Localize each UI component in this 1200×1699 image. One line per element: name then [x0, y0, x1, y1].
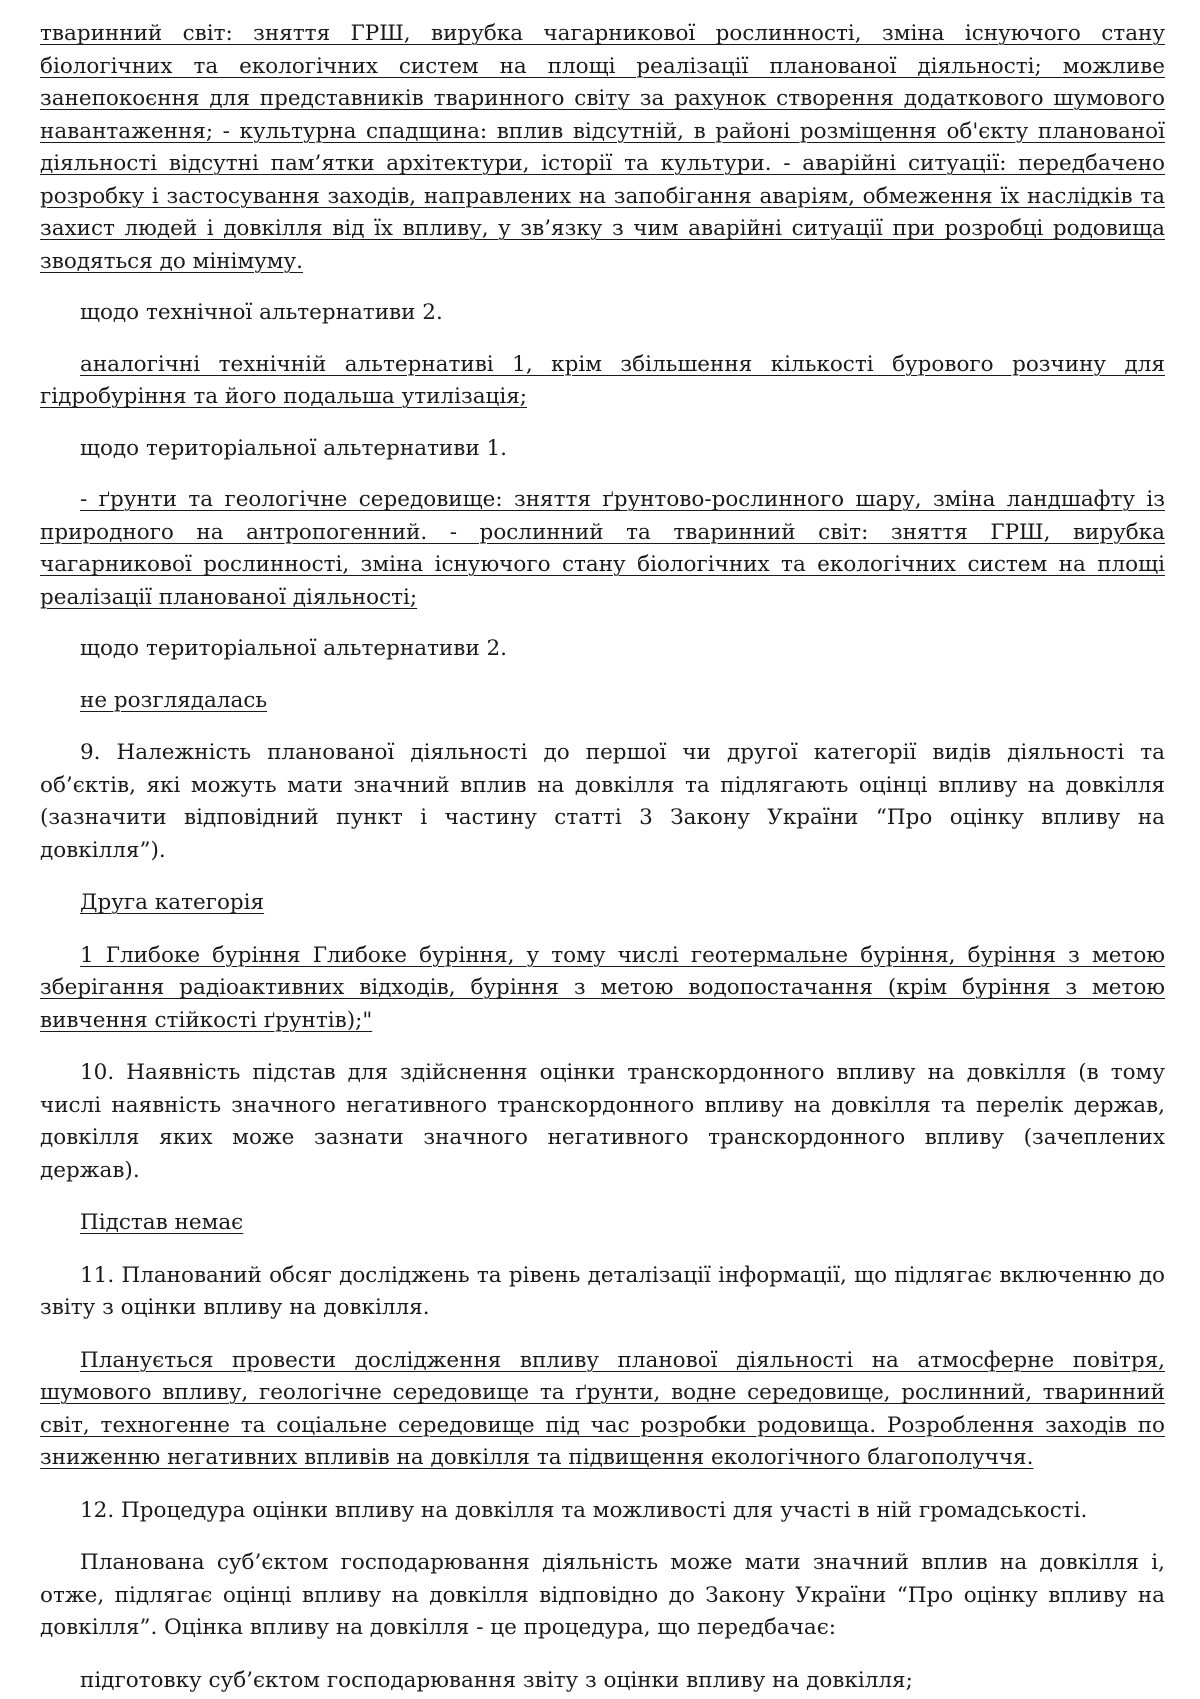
paragraph-territorial-alternative-2: не розглядалась: [80, 687, 268, 713]
section-12-body: Планована суб’єктом господарювання діяльність може мати значний вплив на довкілля і, отже, підлягає оцінці впливу на довкілля відповідно до Закону України “Про оцінку впливу на довкілля”. Оцінка впливу на довкілля - це процедура, що передбачає:: [40, 1550, 1165, 1640]
paragraph-territorial-alternative-1: - ґрунти та геологічне середовище: зняття ґрунтово-рослинного шару, зміна ландшафту із природного на антропогенний. - рослинний та тваринний світ: зняття ГРШ, вирубка чагарникової рослинності, зміна існуючого стану біологічних та екологічних систем на площі реалізації планованої діяльності;: [40, 487, 1165, 610]
section-10-title: 10. Наявність підстав для здійснення оцінки транскордонного впливу на довкілля (в тому числі наявність значного негативного транскордонного впливу на довкілля та перелік держав, довкілля яких може зазнати значного негативного транскордонного впливу (зачеплених держав).: [40, 1060, 1165, 1183]
heading-territorial-alternative-2: щодо територіальної альтернативи 2.: [80, 636, 508, 661]
section-9-title: 9. Належність планованої діяльності до першої чи другої категорії видів діяльності та об’єктів, які можуть мати значний вплив на довкілля та підлягають оцінці впливу на довкілля (зазначити відповідний пункт і частину статті 3 Закону України “Про оцінку впливу на довкілля”).: [40, 740, 1165, 863]
document-page: [40, 18, 1165, 1697]
heading-territorial-alternative-1: щодо територіальної альтернативи 1.: [80, 435, 508, 461]
paragraph-fauna-heritage-emergency: тваринний світ: зняття ГРШ, вирубка чагарникової рослинності, зміна існуючого стану біологічних та екологічних систем на площі реалізації планованої діяльності; можливе занепокоєння для представників тваринного світу за рахунок створення додаткового шумового навантаження; - культурна спадщина: вплив відсутній, в районі розміщення об'єкту планованої діяльності відсутні пам’ятки архітектури, історії та культури. - аварійні ситуації: передбачено розробку і застосування заходів, направлених на запобігання аваріям, обмеження їх наслідків та захист людей і довкілля від їх впливу, у зв’язку з чим аварійні ситуації при розробці родовища зводяться до мінімуму.: [40, 21, 1165, 274]
section-11-answer: Планується провести дослідження впливу планової діяльності на атмосферне повітря, шумового впливу, геологічне середовище та ґрунти, водне середовище, рослинний, тваринний світ, техногенне та соціальне середовище під час розробки родовища. Розроблення заходів по зниженню негативних впливів на довкілля та підвищення екологічного благополуччя.: [40, 1347, 1165, 1470]
section-11-title: 11. Планований обсяг досліджень та рівень деталізації інформації, що підлягає включенню до звіту з оцінки впливу на довкілля.: [40, 1262, 1165, 1320]
section-12-title: 12. Процедура оцінки впливу на довкілля та можливості для участі в ній громадськості.: [80, 1497, 1088, 1523]
section-9-detail: 1 Глибоке буріння Глибоке буріння, у тому числі геотермальне буріння, буріння з метою зберігання радіоактивних відходів, буріння з метою водопостачання (крім буріння з метою вивчення стійкості ґрунтів);": [40, 942, 1165, 1033]
section-10-answer: Підстав немає: [80, 1210, 244, 1235]
heading-technical-alternative-2: щодо технічної альтернативи 2.: [80, 300, 443, 325]
paragraph-technical-alternative-2: аналогічні технічній альтернативі 1, крім збільшення кількості бурового розчину для гідробуріння та його подальша утилізація;: [40, 351, 1165, 409]
section-12-list-item: підготовку суб’єктом господарювання звіту з оцінки впливу на довкілля;: [80, 1667, 913, 1693]
section-9-answer: Друга категорія: [80, 890, 265, 915]
